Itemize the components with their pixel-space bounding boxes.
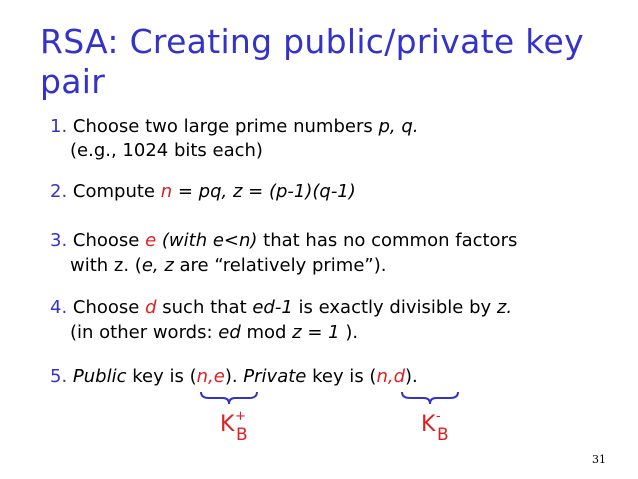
private-label: Private: [243, 366, 307, 387]
step-text: Choose: [72, 297, 146, 318]
step-2: [50, 179, 356, 205]
step-3: [50, 228, 517, 254]
step-text: Choose: [72, 230, 146, 251]
step-1-line-2: (e.g., 1024 bits each): [70, 140, 263, 161]
key-superscript-minus: -: [436, 409, 441, 424]
step-1: [50, 114, 419, 140]
page-number: 31: [592, 453, 606, 466]
key-subscript: B: [236, 425, 248, 445]
step-expression: z = 1: [292, 322, 340, 343]
step-expression: ed: [218, 322, 241, 343]
key-base: K: [220, 412, 235, 437]
step-text: ).: [224, 366, 244, 387]
step-text: (with: [156, 230, 213, 251]
key-superscript-plus: +: [235, 409, 246, 424]
step-text: Compute: [72, 181, 161, 202]
private-key-underbrace: [400, 390, 460, 406]
step-text: key is (: [126, 366, 197, 387]
step-formula: = pq, z = (p-1)(q-1): [172, 181, 356, 202]
variable-d: d: [145, 297, 157, 318]
step-5: [50, 364, 418, 390]
step-variable: z.: [496, 297, 513, 318]
step-text: ).: [405, 366, 418, 387]
step-variables: p, q.: [378, 116, 419, 137]
variable-n: n: [160, 181, 173, 202]
step-text: key is (: [306, 366, 377, 387]
private-key-pair: n,d: [376, 366, 405, 387]
private-key-symbol: [421, 409, 461, 448]
variable-e: e: [145, 230, 157, 251]
step-text: ).: [339, 322, 359, 343]
step-condition: e<n): [212, 230, 258, 251]
step-text: are “relatively prime”).: [173, 255, 387, 276]
step-number: 4.: [50, 297, 68, 318]
step-number: 3.: [50, 230, 68, 251]
step-text: mod: [240, 322, 293, 343]
key-base: K: [421, 412, 436, 437]
step-number: 1.: [50, 116, 68, 137]
step-text: that has no common factors: [257, 230, 518, 251]
step-text: with z. (: [70, 255, 142, 276]
step-4-line-2: [70, 320, 358, 346]
public-key-symbol: [220, 409, 260, 448]
step-number: 5.: [50, 366, 68, 387]
key-subscript: B: [437, 425, 449, 445]
step-3-line-2: [70, 253, 386, 279]
slide-title: RSA: Creating public/private key pair: [40, 22, 584, 101]
step-text: is exactly divisible by: [292, 297, 497, 318]
step-number: 2.: [50, 181, 68, 202]
public-key-underbrace: [199, 390, 259, 406]
public-key-pair: n,e: [196, 366, 225, 387]
step-text: (in other words:: [70, 322, 219, 343]
step-text: such that: [156, 297, 253, 318]
step-expression: ed-1: [252, 297, 293, 318]
step-variables: e, z: [141, 255, 174, 276]
step-4: [50, 295, 512, 321]
public-label: Public: [72, 366, 127, 387]
step-text: Choose two large prime numbers: [72, 116, 379, 137]
